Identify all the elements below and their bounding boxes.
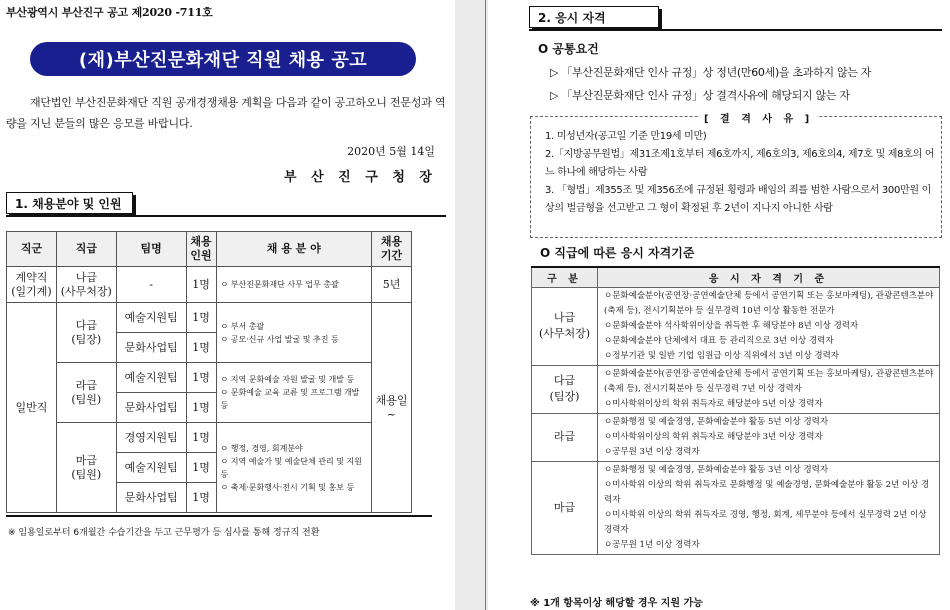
cell-team: 문화사업팀 <box>116 483 186 513</box>
grade-ra: 라급 <box>532 413 598 461</box>
common-requirements-title: O 공통요건 <box>538 42 599 56</box>
header-group: 직군 <box>7 232 57 267</box>
cell-grade-ra: 라급 (팀원) <box>56 363 116 423</box>
header-grade: 직급 <box>56 232 116 267</box>
cell-general-period: 채용일 ~ <box>372 303 412 513</box>
grade-criteria-title: O 직급에 따른 응시 자격기준 <box>540 246 695 260</box>
probation-note: ※ 임용일로부터 6개월간 수습기간을 두고 근무평가 등 심사를 통해 정규직 전환 <box>8 528 320 538</box>
qualification-table <box>531 266 940 555</box>
cell-general-group: 일반직 <box>7 303 57 513</box>
disqualification-item: 2.「지방공무원법」제31조제1호부터 제6호까지, 제6호의3, 제6호의4, 제7호 및 제8호의 어느 하나에 해당하는 사람 <box>545 149 935 178</box>
announcement-number: 부산광역시 부산진구 공고 제2020 -711호 <box>6 6 213 19</box>
document-title: (재)부산진문화재단 직원 채용 공고 <box>30 42 416 76</box>
eligibility-note: ※ 1개 항목이상 해당할 경우 지원 가능 <box>530 598 703 609</box>
table-bottom-rule <box>6 515 432 517</box>
cell-grade: 나급 (사무처장) <box>56 267 116 303</box>
header-team: 팀명 <box>116 232 186 267</box>
criteria-na: ㅇ문화예술분야(공연장·공연예술단체 등에서 공연기획 또는 홍보마케팅), 관광콘텐츠분야(축제 등), 전시기획분야 등 실무경력 10년 이상 활동한 전문가 ㅇ문화예술분야 석사학위이상을 취득한 후 해당분야 8년 이상 경력자 ㅇ문화예술분야 단체에서 대표 등 관리직으로 3년 이상 경력자 ㅇ정부기관 및 일반 기업 임원급 이상 직위에서 3년 이상 경력자 <box>598 287 940 365</box>
recruitment-table <box>6 231 412 513</box>
cell-period: 5년 <box>372 267 412 303</box>
cell-duty: ㅇ 부산진문화재단 사무 업무 총괄 <box>216 267 372 303</box>
cell-duty-ra: ㅇ 지역 문화예술 자원 발굴 및 개발 등 ㅇ 문화예술 교육 교류 및 프로그램 개발 등 <box>216 363 372 423</box>
section-2-rule <box>529 29 942 31</box>
cell-team: 문화사업팀 <box>116 393 186 423</box>
section-1-rule <box>6 215 446 217</box>
cell-count: 1명 <box>186 393 216 423</box>
cell-group: 계약직 (일기계) <box>7 267 57 303</box>
cell-team: 예술지원팀 <box>116 363 186 393</box>
disqualification-item: 1. 미성년자(공고일 기준 만19세 미만) <box>545 131 707 142</box>
cell-team: - <box>116 267 186 303</box>
grade-na: 나급 (사무처장) <box>532 287 598 365</box>
announcement-date: 2020년 5월 14일 <box>347 145 435 158</box>
header-category: 구 분 <box>532 267 598 287</box>
disqualification-item: 3. 「형법」제355조 및 제356조에 규정된 횡령과 배임의 죄를 범한 사람으로서 300만원 이상의 벌금형을 선고받고 그 형이 확정된 후 2년이 지나지 아니한 사람 <box>545 185 932 214</box>
header-period: 채용 기간 <box>372 232 412 267</box>
left-page <box>0 0 455 610</box>
cell-count: 1명 <box>186 333 216 363</box>
grade-ma: 마급 <box>532 461 598 554</box>
common-requirement-item: ▷ 「부산진문화재단 인사 규정」상 결격사유에 해당되지 않는 자 <box>550 89 850 102</box>
section-1-heading: 1. 채용분야 및 인원 <box>6 192 133 214</box>
cell-count: 1명 <box>186 423 216 453</box>
cell-team: 문화사업팀 <box>116 333 186 363</box>
cell-count: 1명 <box>186 453 216 483</box>
cell-count: 1명 <box>186 267 216 303</box>
cell-grade-da: 다급 (팀장) <box>56 303 116 363</box>
cell-team: 예술지원팀 <box>116 303 186 333</box>
intro-paragraph: 재단법인 부산진문화재단 직원 공개경쟁채용 계획을 다음과 같이 공고하오니 전문성과 역량을 지닌 분들의 많은 응모를 바랍니다. <box>6 96 446 130</box>
cell-team: 경영지원팀 <box>116 423 186 453</box>
header-field: 채 용 분 야 <box>216 232 372 267</box>
cell-grade-ma: 마급 (팀원) <box>56 423 116 513</box>
header-count: 채용 인원 <box>186 232 216 267</box>
cell-duty-ma: ㅇ 행정, 경영, 회계분야 ㅇ 지역 예술가 및 예술단체 관리 및 지원 등 ㅇ 축제·문화행사·전시 기획 및 홍보 등 <box>216 423 372 513</box>
page-gutter <box>455 0 488 610</box>
cell-count: 1명 <box>186 303 216 333</box>
header-criteria: 응 시 자 격 기 준 <box>598 267 940 287</box>
section-2-heading: 2. 응시 자격 <box>529 6 659 28</box>
cell-duty-da: ㅇ 부서 총괄 ㅇ 공모·신규 사업 발굴 및 추진 등 <box>216 303 372 363</box>
common-requirement-item: ▷ 「부산진문화재단 인사 규정」상 정년(만60세)을 초과하지 않는 자 <box>550 66 872 79</box>
criteria-ma: ㅇ문화행정 및 예술경영, 문화예술분야 활동 3년 이상 경력자 ㅇ미사학위 이상의 학위 취득자로 문화행정 및 예술경영, 문화예술분야 활동 2년 이상 경력자 ㅇ미사학위 이상의 학위 취득자로 경영, 행정, 회계, 세무분야 등에서 실무경력 2년 이상 경력자 ㅇ공무원 1년 이상 경력자 <box>598 461 940 554</box>
criteria-da: ㅇ문화예술분야(공연장·공연예술단체 등에서 공연기획 또는 홍보마케팅), 관광콘텐츠분야(축제 등), 전시기획분야 등 실무경력 7년 이상 경력자 ㅇ미사학위이상의 학위 취득자로 해당분야 5년 이상 경력자 <box>598 365 940 413</box>
cell-count: 1명 <box>186 363 216 393</box>
cell-team: 예술지원팀 <box>116 453 186 483</box>
cell-count: 1명 <box>186 483 216 513</box>
page-divider <box>485 0 486 610</box>
grade-da: 다급 (팀장) <box>532 365 598 413</box>
disqualification-title: [ 결 격 사 유 ] <box>700 110 817 125</box>
issuer-name: 부 산 진 구 청 장 <box>284 170 437 185</box>
criteria-ra: ㅇ문화행정 및 예술경영, 문화예술분야 활동 5년 이상 경력자 ㅇ미사학위이상의 학위 취득자로 해당분야 3년 이상 경력자 ㅇ공무원 3년 이상 경력자 <box>598 413 940 461</box>
